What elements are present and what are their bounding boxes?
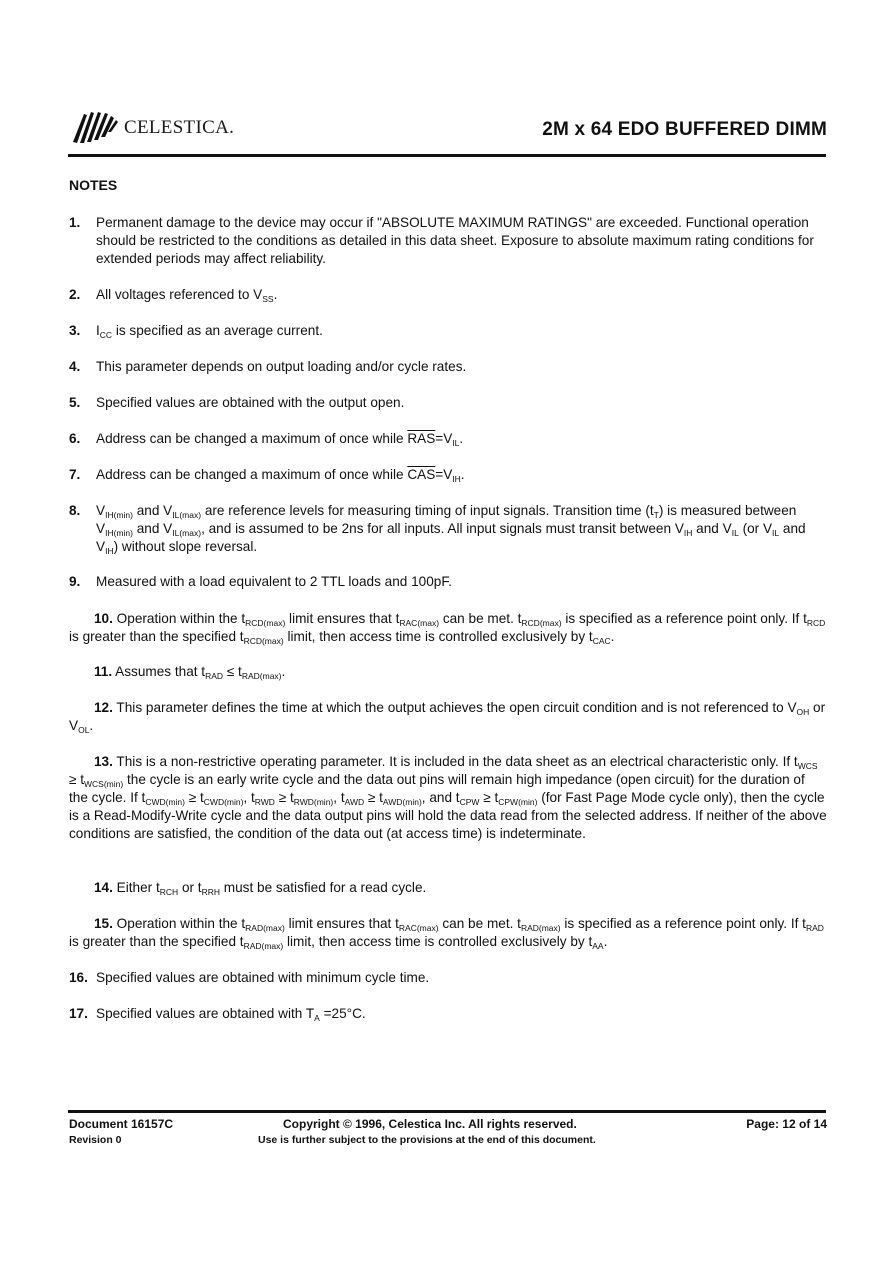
footer-rule [68,1110,826,1113]
note-number: 12. [94,700,113,715]
note-number: 13. [94,754,113,769]
section-heading: NOTES [69,177,118,193]
usage-notice: Use is further subject to the provisions at the end of this document. [258,1134,596,1146]
note-text: Specified values are obtained with the output open. [96,395,405,410]
note-text: 10. Operation within the $t_{RCD(max)}$ limit ensures that $t_{RAC(max)}$ can be met. $t_{RCD(max)}$ is specified as a reference point only. If $t_{RCD}$ is greater than the specified $t_{RCD(max)}$ limit, then access time is controlled exclusively by $t_{CAC}$. [69,611,826,646]
company-name: CELESTICA. [124,117,235,138]
header-rule [68,154,826,157]
note-text: Address can be changed a maximum of once while $\overline{RAS}=V_{IL}$. [96,431,464,448]
note-number: 9. [69,574,81,589]
note-text: All voltages referenced to $V_{SS}$. [96,287,278,304]
note-number: 11. [94,664,113,679]
note-number: 16. [69,970,88,985]
note-number: 1. [69,215,81,230]
document-title: 2M x 64 EDO BUFFERED DIMM [542,119,827,140]
note-number: 10. [94,611,113,626]
celestica-logo-icon [70,108,120,144]
note-text: $I_{CC}$ is specified as an average current. [96,323,323,340]
note-number: 7. [69,467,81,482]
note-number: 14. [94,880,113,895]
note-text: Measured with a load equivalent to 2 TTL loads and 100pF. [96,574,452,589]
note-number: 3. [69,323,81,338]
revision: Revision 0 [69,1134,122,1146]
note-text: 12. This parameter defines the time at which the output achieves the open circuit condition and is not referenced to $V_{OH}$ or $V_{OL}$. [69,700,826,735]
note-text: 14. Either $t_{RCH}$ or $t_{RRH}$ must be satisfied for a read cycle. [94,880,427,897]
document-number: Document 16157C [69,1117,174,1131]
note-number: 8. [69,503,81,518]
note-text: $V_{IH(min)}$ and $V_{IL(max)}$ are reference levels for measuring timing of input signals. Transition time $(t_T)$ is measured between $V_{IH(min)}$ and $V_{IL(max)}$, and is assumed to be 2ns for all inputs. All input signals must transit between $V_{IH}$ and $V_{IL}$ (or $V_{IL}$ and $V_{IH}$) without slope reversal. [96,503,806,556]
copyright: Copyright © 1996, Celestica Inc. All rights reserved. [283,1117,577,1131]
note-text: Specified values are obtained with minimum cycle time. [96,970,430,985]
note-text: 11. Assumes that $t_{RAD} \le t_{RAD(max)}$. [94,664,286,681]
note-number: 2. [69,287,81,302]
page-number: Page: 12 of 14 [746,1117,827,1131]
note-number: 6. [69,431,81,446]
note-text: 13. This is a non-restrictive operating parameter. It is included in the data sheet as an electrical characteristic only. If $t_{WCS} \ge t_{WCS(min)}$ the cycle is an early write cycle and the data out pins will remain high impedance (open circuit) for the duration of the cycle. If $t_{CWD(min)} \ge t_{CWD(min)}$, $t_{RWD} \ge t_{RWD(min)}$, $t_{AWD} \ge t_{AWD(min)}$, and $t_{CPW} \ge t_{CPW(min)}$ (for Fast Page Mode cycle only), then the cycle is a Read-Modify-Write cycle and the data output pins will hold the data read from the selected address. If neither of the above conditions are satisfied, the condition of the data out (at access time) is indeterminate. [69,754,827,841]
note-text: This parameter depends on output loading and/or cycle rates. [96,359,467,374]
note-number: 4. [69,359,81,374]
note-number: 15. [94,916,113,931]
note-text: Address can be changed a maximum of once while $\overline{CAS}=V_{IH}$. [96,467,465,484]
note-text: Permanent damage to the device may occur if "ABSOLUTE MAXIMUM RATINGS" are exceeded. Functional operation should be restricted to the conditions as detailed in this data sheet. Exposure to absolute maximum rating conditions for extended periods may affect reliability. [96,215,814,266]
note-text: Specified values are obtained with $T_A =25^\circ C$. [96,1006,366,1023]
note-number: 5. [69,395,81,410]
note-text: 15. Operation within the $t_{RAD(max)}$ limit ensures that $t_{RAC(max)}$ can be met. $t_{RAD(max)}$ is specified as a reference point only. If $t_{RAD}$ is greater than the specified $t_{RAD(max)}$ limit, then access time is controlled exclusively by $t_{AA}$. [69,916,824,951]
note-number: 17. [69,1006,88,1021]
